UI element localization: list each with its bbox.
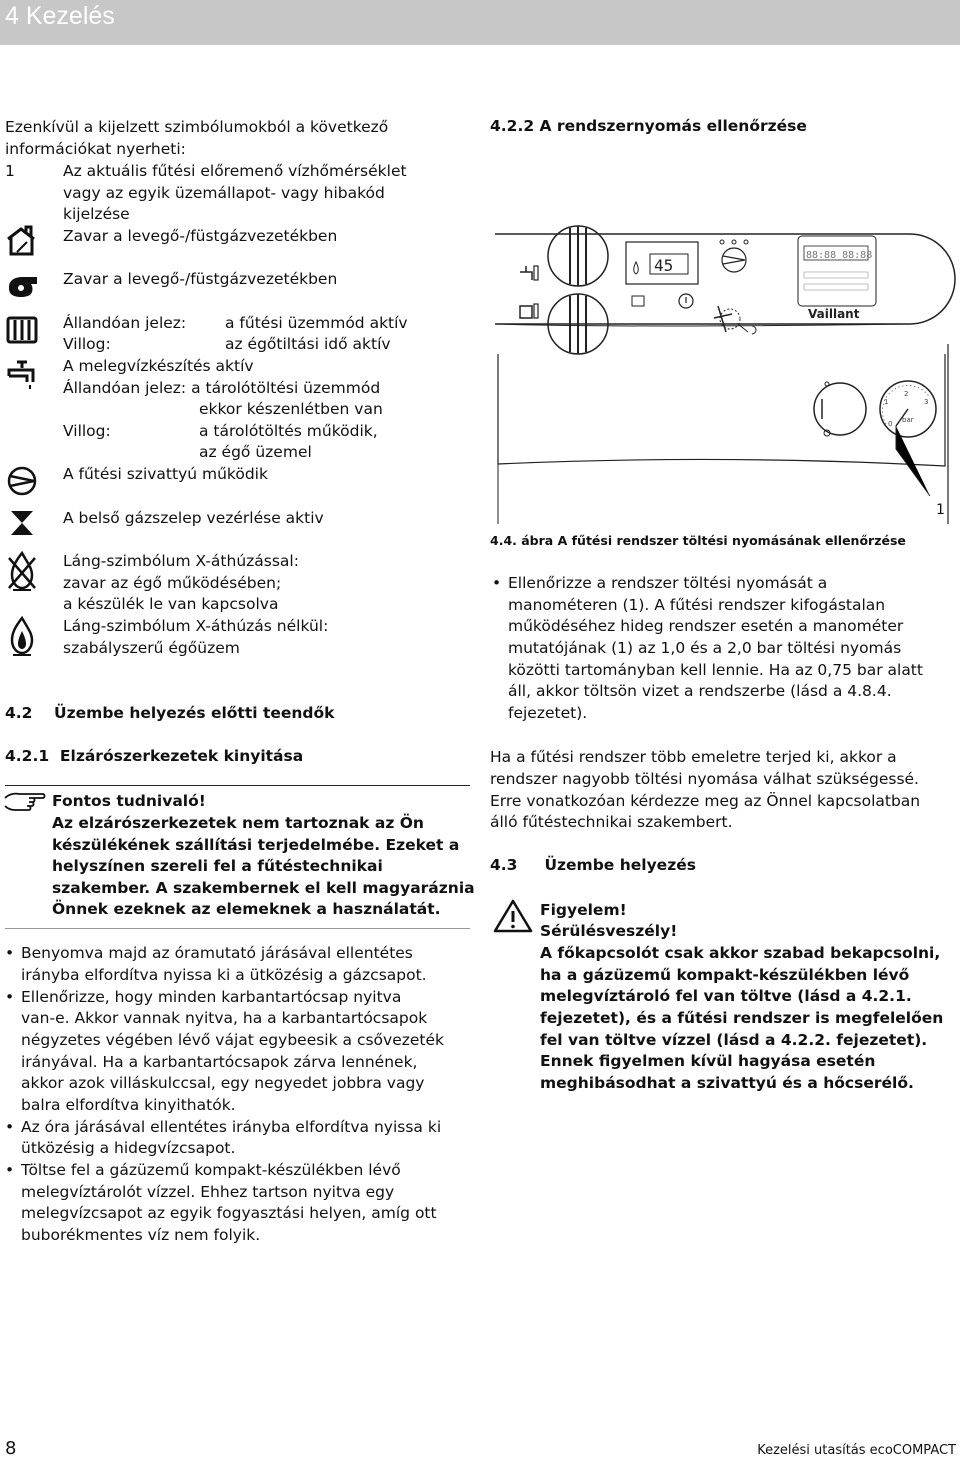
right-para-line-2: rendszer nagyobb töltési nyomása válhat szükségessé. xyxy=(490,770,919,788)
warn-line-8: Ennek figyelmen kívül hagyása esetén xyxy=(540,1052,876,1070)
warn-line-9: meghibásodhat a szivattyú és a hőcserélő. xyxy=(540,1074,914,1092)
warn-line-6: fejezetet), és a fűtési rendszer is megfelelően xyxy=(540,1009,944,1027)
intro-line-2: információkat nyerheti: xyxy=(5,140,186,158)
item-1-line-2: vagy az egyik üzemállapot- vagy hibakód xyxy=(63,184,385,202)
valve-text: A belső gázszelep vezérlése aktiv xyxy=(63,509,324,527)
figure-brand: Vaillant xyxy=(808,307,860,321)
house-chimney-icon xyxy=(5,225,39,257)
document-title: Kezelési utasítás ecoCOMPACT xyxy=(757,1443,956,1458)
right-bullet-line-5: közötti tartományban kell lennie. Ha az 0,75 bar alatt xyxy=(508,661,923,679)
right-bullet-line-4: mutatójának (1) az 1,0 és a 2,0 bar töltési nyomás xyxy=(508,639,902,657)
flame-line-2: szabályszerű égőüzem xyxy=(63,639,240,657)
flame-x-line-2: zavar az égő működésében; xyxy=(63,574,282,592)
heading-4-2-1: 4.2.1 Elzárószerkezetek kinyitása xyxy=(5,747,304,765)
note-line-3: készülékének szállítási terjedelmébe. Ezeket a xyxy=(52,836,460,854)
tap-line-3: ekkor készenlétben van xyxy=(199,400,383,418)
bullet-4-line-4: buborékmentes víz nem folyik. xyxy=(21,1226,261,1244)
heading-4-2-2: 4.2.2 A rendszernyomás ellenőrzése xyxy=(490,117,807,135)
svg-text:3: 3 xyxy=(924,398,929,406)
right-bullet-line-1: • Ellenőrizze a rendszer töltési nyomását a xyxy=(508,573,827,595)
bullet-4-line-3: melegvízcsapot az egyik fogyasztási helyen, amíg ott xyxy=(21,1204,437,1222)
flame-line-1: Láng-szimbólum X-áthúzás nélkül: xyxy=(63,617,329,635)
bullet-2-line-2: van-e. Akkor vannak nyitva, ha a karbantartócsapok xyxy=(21,1009,428,1027)
figure-display: 45 xyxy=(654,256,674,275)
right-para-line-4: álló fűtéstechnikai szakembert. xyxy=(490,813,733,831)
warn-line-3: A főkapcsolót csak akkor szabad bekapcsolni, xyxy=(540,944,941,962)
item-1-number: 1 xyxy=(5,162,15,180)
header-bar xyxy=(0,0,960,45)
bullet-2-line-4: irányával. Ha a karbantartócsapok zárva lennének, xyxy=(21,1053,418,1071)
pointing-hand-icon xyxy=(3,790,47,812)
fan-text: Zavar a levegő-/füstgázvezetékben xyxy=(63,270,338,288)
right-para-line-1: Ha a fűtési rendszer több emeletre terjed ki, akkor a xyxy=(490,748,897,766)
note-line-2: Az elzárószerkezetek nem tartoznak az Ön xyxy=(52,814,424,832)
pump-icon xyxy=(5,465,39,497)
house-text: Zavar a levegő-/füstgázvezetékben xyxy=(63,227,338,245)
bullet-1-line-2: irányba elfordítva nyissa ki a ütközésig a gázcsapot. xyxy=(21,966,427,984)
bullet-4-line-2: melegvíztárolót vízzel. Ehhez tartson nyitva egy xyxy=(21,1183,395,1201)
right-bullet-line-6: áll, akkor töltsön vizet a rendszerbe (lásd a 4.8.4. xyxy=(508,682,892,700)
note-line-5: szakember. A szakembernek el kell magyaráznia xyxy=(52,879,475,897)
flame-x-line-1: Láng-szimbólum X-áthúzással: xyxy=(63,552,299,570)
pressure-gauge xyxy=(880,381,936,437)
heading-4-2: 4.2 Üzembe helyezés előtti teendők xyxy=(5,704,335,722)
bullet-3-line-1: • Az óra járásával ellentétes irányba elfordítva nyissa ki xyxy=(21,1117,441,1139)
flame-x-line-3: a készülék le van kapcsolva xyxy=(63,595,279,613)
bullet-4-line-1: • Töltse fel a gázüzemű kompakt-készülékben lévő xyxy=(21,1160,401,1182)
water-tap-icon xyxy=(5,358,39,390)
radiator-line-1a: Állandóan jelez: xyxy=(63,314,187,332)
right-bullet-line-3: működéséhez hideg rendszer esetén a manométer xyxy=(508,617,904,635)
boiler-figure xyxy=(490,214,960,524)
tap-line-1: A melegvízkészítés aktív xyxy=(63,357,254,375)
figure-caption: 4.4. ábra A fűtési rendszer töltési nyomásának ellenőrzése xyxy=(490,533,906,548)
warning-triangle-icon xyxy=(492,898,534,934)
right-bullet-line-7: fejezetet). xyxy=(508,704,588,722)
tap-line-4a: Villog: xyxy=(63,422,111,440)
radiator-icon xyxy=(5,316,39,344)
tap-line-2: Állandóan jelez: a tárolótöltési üzemmód xyxy=(63,379,381,397)
heading-4-3: 4.3 Üzembe helyezés xyxy=(490,856,696,874)
bullet-1-line-1: • Benyomva majd az óramutató járásával ellentétes xyxy=(21,943,413,965)
pump-text: A fűtési szivattyú működik xyxy=(63,465,268,483)
note-line-4: helyszínen szereli fel a fűtéstechnikai xyxy=(52,857,383,875)
item-1-line-1: Az aktuális fűtési előremenő vízhőmérséklet xyxy=(63,162,407,180)
svg-text:bar: bar xyxy=(902,416,914,424)
note-line-1: Fontos tudnivaló! xyxy=(52,792,206,810)
svg-text:88:88 88:88: 88:88 88:88 xyxy=(806,250,873,261)
intro-line-1: Ezenkívül a kijelzett szimbólumokból a következő xyxy=(5,118,389,136)
radiator-line-1b: a fűtési üzemmód aktív xyxy=(225,314,408,332)
figure-callout-label: 1 xyxy=(936,502,945,518)
tap-line-4b: a tárolótöltés működik, xyxy=(199,422,378,440)
right-para-line-3: Erre vonatkozóan kérdezze meg az Önnel kapcsolatban xyxy=(490,792,921,810)
item-1-line-3: kijelzése xyxy=(63,205,130,223)
flame-icon xyxy=(5,615,39,657)
warn-line-4: ha a gázüzemű kompakt-készülékben lévő xyxy=(540,966,910,984)
svg-text:2: 2 xyxy=(904,390,909,398)
tap-line-5: az égő üzemel xyxy=(199,443,312,461)
bullet-3-line-2: ütközésig a hidegvízcsapot. xyxy=(21,1139,236,1157)
page-number: 8 xyxy=(5,1438,17,1459)
svg-text:0: 0 xyxy=(888,420,893,428)
radiator-line-2b: az égőtiltási idő aktív xyxy=(225,335,391,353)
note-line-6: Önnek ezeknek az elemeknek a használatát. xyxy=(52,900,441,918)
flame-crossed-icon xyxy=(5,550,39,592)
radiator-line-2a: Villog: xyxy=(63,335,111,353)
warn-line-1: Figyelem! xyxy=(540,901,627,919)
gas-valve-icon xyxy=(5,509,39,537)
warn-line-5: melegvíztároló fel van töltve (lásd a 4.2.1. xyxy=(540,987,912,1005)
bullet-2-line-5: akkor azok villáskulccsal, egy negyedet jobbra vagy xyxy=(21,1074,425,1092)
note-rule xyxy=(5,928,470,929)
warn-line-2: Sérülésveszély! xyxy=(540,922,678,940)
bullet-2-line-6: balra elfordítva kinyithatók. xyxy=(21,1096,236,1114)
right-bullet-line-2: manométeren (1). A fűtési rendszer kifogástalan xyxy=(508,596,886,614)
bullet-2-line-3: négyzetes végében lévő vájat egybeesik a csővezeték xyxy=(21,1031,444,1049)
bullet-2-line-1: • Ellenőrizze, hogy minden karbantartócsap nyitva xyxy=(21,987,401,1009)
svg-text:1: 1 xyxy=(884,398,889,406)
heading-rule xyxy=(5,785,470,786)
fan-icon xyxy=(5,273,39,299)
warn-line-7: fel van töltve vízzel (lásd a 4.2.2. fejezetet). xyxy=(540,1031,928,1049)
page-title: 4 Kezelés xyxy=(5,2,115,30)
dhw-temperature-knob xyxy=(548,226,608,286)
